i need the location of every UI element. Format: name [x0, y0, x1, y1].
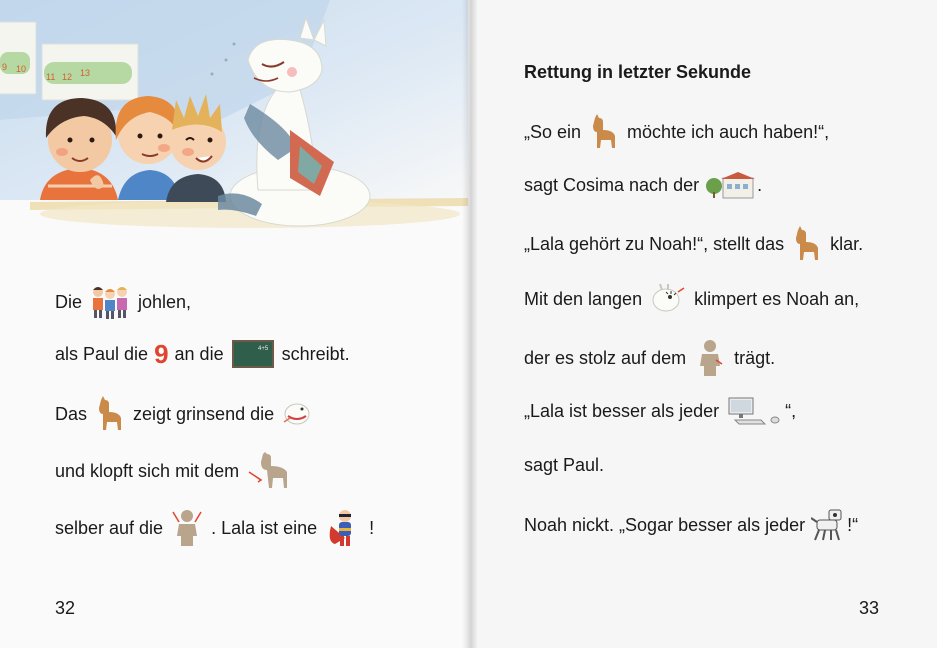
robot-dog-icon — [811, 508, 845, 542]
right-page — [468, 0, 937, 648]
right-line-3: „Lala gehört zu Noah!“, stellt das klar. — [524, 226, 863, 262]
llama-hoof-silhouette-icon — [247, 452, 291, 490]
svg-text:4+5: 4+5 — [257, 346, 268, 352]
svg-text:13: 13 — [80, 68, 91, 78]
classroom-llama-illustration — [0, 0, 468, 240]
superhero-icon — [325, 508, 361, 548]
left-line-5: selber auf die . Lala ist eine ! — [55, 508, 374, 548]
wall-chart-right — [42, 44, 138, 100]
llama-icon — [589, 114, 619, 150]
page-number-right: 33 — [859, 598, 880, 618]
left-line-2: als Paul die 9 an die 4+5 schreibt. — [55, 339, 350, 369]
left-line-4: und klopft sich mit dem — [55, 452, 299, 490]
svg-text:9: 9 — [2, 62, 8, 72]
right-line-8: Noah nickt. „Sogar besser als jeder !“ — [524, 508, 858, 542]
body-chest-icon — [171, 508, 203, 548]
body-back-icon — [694, 338, 726, 378]
right-line-7: sagt Paul. — [524, 455, 605, 475]
right-line-6: „Lala ist besser als jeder “, — [524, 396, 796, 426]
svg-text:12: 12 — [62, 72, 73, 82]
child-1 — [40, 98, 118, 200]
svg-text:11: 11 — [46, 72, 56, 82]
right-line-1: „So ein möchte ich auch haben!“, — [524, 114, 829, 150]
llama-teeth-face-icon — [282, 400, 312, 428]
children-group-icon — [90, 284, 130, 320]
chapter-title: Rettung in letzter Sekunde — [524, 62, 752, 82]
svg-text:10: 10 — [16, 64, 27, 74]
right-line-5: der es stolz auf dem trägt. — [524, 338, 775, 378]
chalkboard-icon — [232, 340, 274, 368]
page-number-left: 32 — [55, 598, 76, 618]
left-line-3: Das zeigt grinsend die — [55, 396, 320, 432]
digit-nine-icon: 9 — [154, 339, 169, 369]
right-line-4: Mit den langen klimpert es Noah an, — [524, 282, 859, 316]
computer-icon — [725, 396, 783, 426]
llama-icon — [792, 226, 822, 262]
llama-eyelashes-icon — [650, 282, 686, 316]
llama-icon — [95, 396, 125, 432]
wall-chart-left — [0, 22, 36, 94]
right-line-2: sagt Cosima nach der . — [524, 170, 762, 200]
left-line-1: Die johlen, — [55, 284, 191, 320]
left-page — [0, 0, 468, 648]
book-gutter — [462, 0, 478, 648]
school-building-icon — [705, 170, 755, 200]
